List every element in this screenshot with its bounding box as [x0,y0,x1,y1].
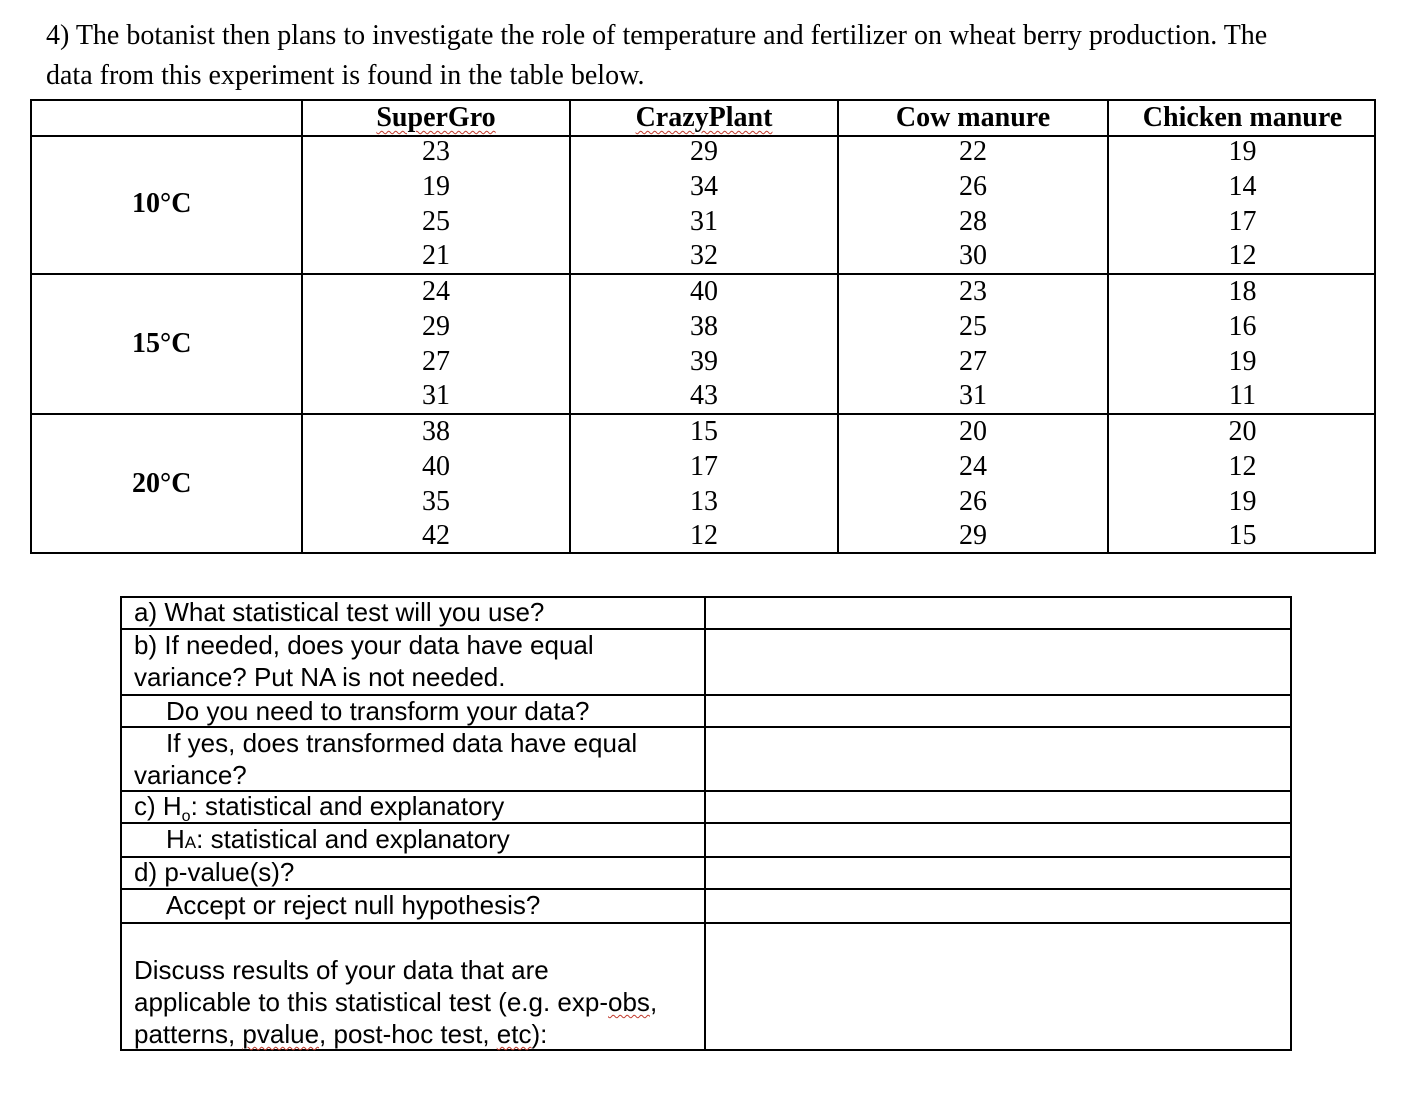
question-row-transform [122,696,1290,728]
question-accept: Accept or reject null hypothesis? [166,890,541,920]
data-value: 20 [1228,416,1257,447]
data-value: 23 [959,276,987,307]
question-discuss: Discuss results of your data that are applicable to this statistical test (e.g. exp-obs, patterns, pvalue, post-hoc test, etc): [134,955,658,1049]
data-value: 15 [690,416,718,447]
data-value: 27 [959,346,987,377]
data-value: 32 [690,240,718,271]
data-value: 40 [422,451,450,482]
data-value: 21 [422,240,450,271]
header-cow-manure: Cow manure [895,102,1051,133]
data-value: 12 [1228,240,1257,271]
question-transformed-variance: If yes, does transformed data have equal variance? [134,728,638,790]
data-value: 14 [1228,171,1257,202]
data-value: 12 [1228,451,1257,482]
data-value: 16 [1228,311,1257,342]
temperature-label: 10°C [132,188,192,219]
data-value: 18 [1228,276,1257,307]
question-row-accept [122,890,1290,924]
question-row-ha [122,824,1290,858]
header-row [32,101,1374,137]
data-value: 29 [422,311,450,342]
data-value: 31 [690,206,718,237]
question-row-b [122,630,1290,696]
data-value: 38 [690,311,718,342]
question-row-discuss [122,924,1290,1049]
data-value: 19 [1228,346,1257,377]
data-value: 24 [422,276,450,307]
data-value: 25 [422,206,450,237]
temperature-label: 20°C [132,468,192,499]
data-value: 12 [690,520,718,551]
answer-cell-b[interactable] [706,630,1290,694]
data-value: 13 [690,486,718,517]
temperature-label: 15°C [132,328,192,359]
answer-cell-accept[interactable] [706,890,1290,922]
data-value: 26 [959,171,987,202]
data-value: 17 [1228,206,1257,237]
intro-line-2: data from this experiment is found in the table below. [46,60,645,91]
data-value: 28 [959,206,987,237]
data-value: 27 [422,346,450,377]
data-value: 15 [1228,520,1257,551]
data-value: 20 [959,416,987,447]
answer-cell-a[interactable] [706,598,1290,628]
data-value: 34 [690,171,718,202]
data-value: 11 [1229,380,1256,411]
temperature-group [32,415,1374,552]
answer-cell-ha[interactable] [706,824,1290,856]
data-value: 31 [422,380,450,411]
question-row-transformed-variance [122,728,1290,792]
data-value: 23 [422,136,450,167]
question-transform: Do you need to transform your data? [166,696,590,726]
question-row-h0 [122,792,1290,824]
data-value: 42 [422,520,450,551]
temperature-group [32,135,1374,275]
header-supergro: SuperGro [376,102,496,133]
data-value: 19 [1228,486,1257,517]
header-crazyplant: CrazyPlant [635,102,773,133]
data-value: 17 [690,451,718,482]
intro-line-1: 4) The botanist then plans to investigate the role of temperature and fertilizer on wheat berry production. The [46,20,1268,51]
data-value: 19 [422,171,450,202]
answer-cell-transform[interactable] [706,696,1290,726]
question-row-a [122,598,1290,630]
data-value: 22 [959,136,987,167]
answer-cell-discuss[interactable] [706,924,1290,1049]
question-h0: c) $H_o$: statistical and explanatory [134,791,505,826]
answer-cell-h0[interactable] [706,792,1290,822]
answer-cell-d[interactable] [706,858,1290,888]
answer-cell-transformed-variance[interactable] [706,728,1290,790]
data-value: 29 [959,520,987,551]
data-value: 40 [690,276,718,307]
data-value: 43 [690,380,718,411]
question-table [120,596,1292,1051]
data-value: 31 [959,380,987,411]
data-value: 29 [690,136,718,167]
data-value: 39 [690,346,718,377]
question-ha: HA: statistical and explanatory [166,824,510,854]
data-value: 38 [422,416,450,447]
data-value: 35 [422,486,450,517]
question-b: b) If needed, does your data have equal variance? Put NA is not needed. [134,630,594,692]
intro-paragraph [46,16,1386,96]
header-chicken-manure: Chicken manure [1142,102,1343,133]
data-value: 30 [959,240,987,271]
temperature-group [32,275,1374,415]
data-value: 24 [959,451,987,482]
data-table [30,99,1376,554]
data-value: 19 [1228,136,1257,167]
data-value: 25 [959,311,987,342]
question-row-d [122,858,1290,890]
question-d: d) p-value(s)? [134,857,295,887]
data-value: 26 [959,486,987,517]
question-a: a) What statistical test will you use? [134,597,545,627]
